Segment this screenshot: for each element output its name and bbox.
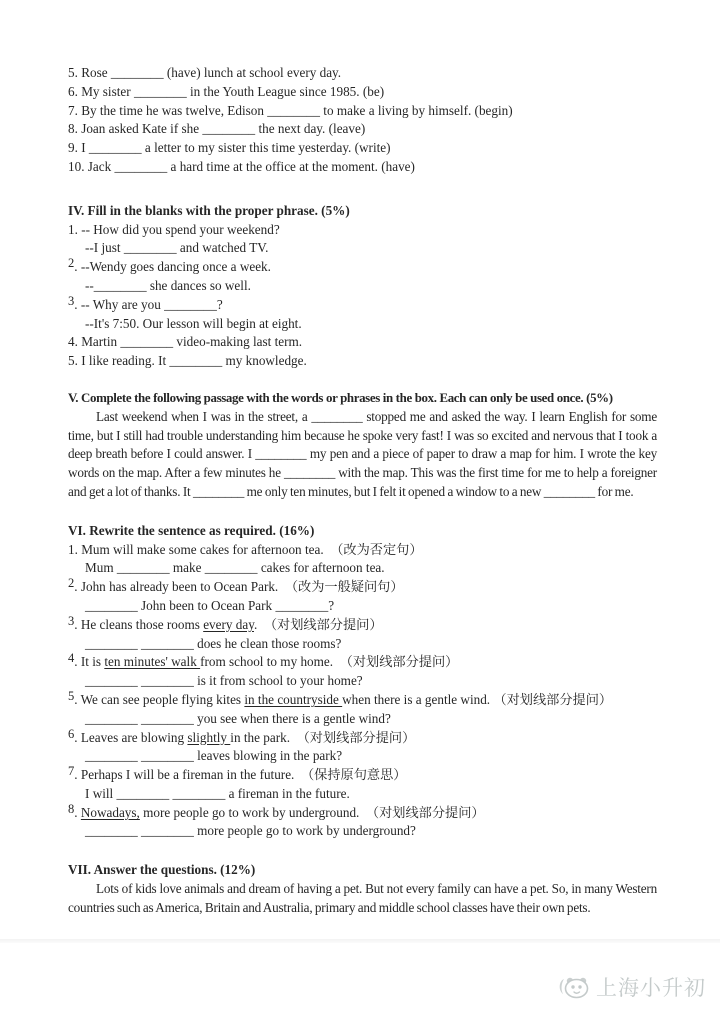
line-number: 4 (68, 651, 75, 666)
line-number: 5 (68, 688, 75, 703)
line-number: 8 (68, 801, 75, 816)
section-v (68, 389, 657, 502)
doc-line: ________ ________ is it from school to your home? (85, 673, 363, 689)
line-number: 7 (68, 764, 75, 779)
underlined-phrase: in the countryside (244, 691, 343, 707)
doc-line: 6. Leaves are blowing slightly in the park. （对划线部分提问） (68, 726, 416, 745)
section-vi-heading: VI. Rewrite the sentence as required. (16%) (68, 522, 315, 538)
document-body (68, 64, 657, 918)
underlined-phrase: Nowadays, (80, 804, 140, 820)
line-number: 9. (68, 140, 82, 156)
section-v-paragraph: Last weekend when I was in the street, a ________ stopped me and asked the way. I learn English for some time, but I still had trouble understanding him because he spoke very fast! I was so excited and nervous that I took a deep breath before I could answer. I ________ my pen and a piece of paper to draw a map for him. I wrote the key words on the map. After a few minutes he ________ with the map. This was the first time for me to help a foreigner and get a lot of thanks. It ________ me only ten minutes, but I felt it opened a window to a new ________ for me. (68, 408, 657, 499)
line-number: 5. (68, 65, 82, 80)
scan-edge-band (0, 939, 720, 943)
doc-line: 9. I ________ a letter to my sister this time yesterday. (write) (68, 140, 391, 156)
line-number: 10. (68, 158, 88, 174)
doc-line: --It's 7:50. Our lesson will begin at eight. (85, 315, 302, 331)
doc-line: ________ John been to Ocean Park ________? (85, 597, 335, 613)
line-number: 1. (68, 541, 82, 557)
section-verbs (68, 64, 657, 177)
doc-line: ________ ________ leaves blowing in the park? (85, 748, 343, 764)
doc-line: 10. Jack ________ a hard time at the office at the moment. (have) (68, 158, 415, 174)
line-number: 6 (68, 726, 75, 741)
doc-line: 3. -- Why are you ________? (68, 293, 223, 312)
doc-line: Mum ________ make ________ cakes for afternoon tea. (85, 560, 385, 576)
doc-line: 1. Mum will make some cakes for afternoon tea. （改为否定句） (68, 541, 423, 557)
underlined-phrase: slightly (187, 729, 231, 745)
line-number: 7. (68, 102, 82, 118)
line-number: 8. (68, 121, 82, 137)
doc-line: 3. He cleans those rooms every day. （对划线部分提问） (68, 613, 383, 632)
line-number: 4. (68, 334, 82, 350)
panda-logo-icon (556, 974, 590, 1000)
doc-line: 6. My sister ________ in the Youth League since 1985. (be) (68, 83, 385, 99)
doc-line: 8. Nowadays, more people go to work by underground. （对划线部分提问） (68, 801, 485, 820)
section-iv-heading: IV. Fill in the blanks with the proper phrase. (5%) (68, 202, 350, 218)
doc-line: 5. I like reading. It ________ my knowledge. (68, 353, 307, 369)
doc-line: 1. -- How did you spend your weekend? (68, 221, 280, 237)
section-iv (68, 202, 657, 371)
doc-line: ________ ________ more people go to work by underground? (85, 823, 416, 839)
doc-line: ________ ________ you see when there is a gentle wind? (85, 710, 391, 726)
line-number: 6. (68, 83, 82, 99)
watermark-label: 上海小升初 (596, 976, 706, 1000)
section-vii-heading: VII. Answer the questions. (12%) (68, 862, 256, 878)
line-number: 3 (68, 613, 75, 628)
line-number: 3 (68, 293, 75, 308)
line-number: 1. (68, 221, 82, 237)
doc-line: 8. Joan asked Kate if she ________ the next day. (leave) (68, 121, 366, 137)
doc-line: ________ ________ does he clean those rooms? (85, 635, 342, 651)
doc-line: 4. It is ten minutes' walk from school to my home. （对划线部分提问） (68, 651, 459, 670)
section-vii-paragraph: Lots of kids love animals and dream of having a pet. But not every family can have a pet. So, in many Western countries such as America, Britain and Australia, primary and middle school classes have their own pets. (68, 881, 657, 915)
doc-line: 5. We can see people flying kites in the countryside when there is a gentle wind. （对划线部分提问） (68, 688, 613, 707)
doc-line: --________ she dances so well. (85, 277, 251, 293)
doc-line: 7. By the time he was twelve, Edison ________ to make a living by himself. (begin) (68, 102, 513, 118)
line-number: 2 (68, 256, 75, 271)
doc-line: I will ________ ________ a fireman in the future. (85, 785, 350, 801)
watermark (556, 972, 706, 1002)
doc-line: 4. Martin ________ video-making last term. (68, 334, 303, 350)
line-number: 5. (68, 353, 82, 369)
section-vii (68, 861, 657, 917)
doc-line: 7. Perhaps I will be a fireman in the future. （保持原句意思） (68, 764, 407, 783)
doc-line: 2. John has already been to Ocean Park. （改为一般疑问句） (68, 576, 404, 595)
underlined-phrase: every day (203, 616, 254, 632)
section-v-heading: V. Complete the following passage with the words or phrases in the box. Each can only be used once. (5%) (68, 390, 613, 405)
doc-line: 2. --Wendy goes dancing once a week. (68, 256, 271, 275)
doc-line: --I just ________ and watched TV. (85, 240, 269, 256)
doc-line: 5. Rose ________ (have) lunch at school every day. (68, 65, 342, 80)
line-number: 2 (68, 576, 75, 591)
section-vi (68, 522, 657, 842)
underlined-phrase: ten minutes' walk (104, 654, 201, 670)
